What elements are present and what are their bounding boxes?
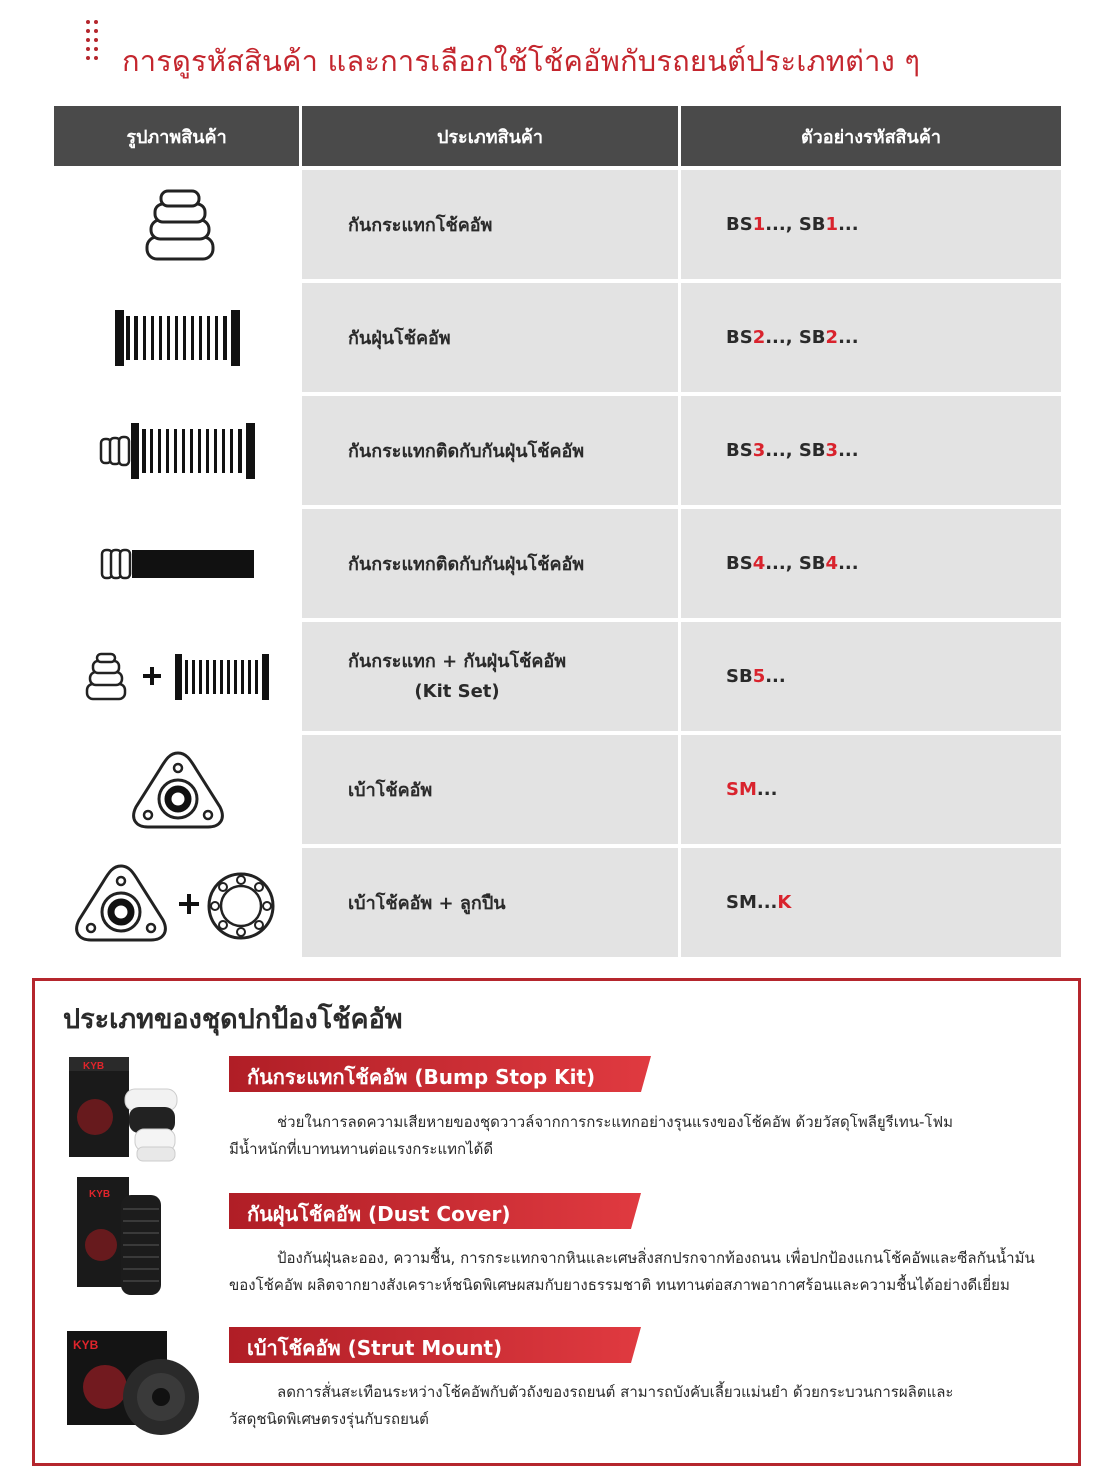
dust-cover-heading: กันฝุ่นโช้คอัพ (Dust Cover) bbox=[247, 1202, 511, 1226]
bump-stop-icon bbox=[133, 185, 223, 265]
dust-cover-description: ป้องกันฝุ่นละออง, ความชื้น, การกระแทกจากหินและเศษสิ่งสกปรกจากท้องถนน เพื่อปกป้องแกนโช้คอัพและซีลกันน้ำมัน ของโช้คอัพ ผลิตจากยางสังเคราะห์ชนิดพิเศษผสมกับยางธรรมชาติ ทนทานต่อสภาพอากาศร้อนและความชื้นได้อย่างดีเยี่ยม bbox=[229, 1249, 1035, 1294]
kit-set-icon bbox=[83, 652, 273, 702]
product-code: SM... bbox=[681, 731, 1061, 844]
strut-mount-description: ลดการสั่นสะเทือนระหว่างโช้คอัพกับตัวถังของรถยนต์ สามารถบังคับเลี้ยวแม่นยำ ด้วยกระบวนการผลิตและ วัสดุชนิดพิเศษตรงรุ่นกับรถยนต์ bbox=[229, 1383, 954, 1428]
product-code: BS2..., SB2... bbox=[681, 279, 1061, 392]
product-type-line2: (Kit Set) bbox=[414, 680, 500, 702]
dust-cover-icon bbox=[113, 308, 243, 368]
product-code: BS4..., SB4... bbox=[681, 505, 1061, 618]
product-type: กันกระแทกโช้คอัพ bbox=[302, 166, 681, 279]
product-type: เบ้าโช้คอัพ + ลูกปืน bbox=[302, 844, 681, 957]
section-title: ประเภทของชุดปกป้องโช้คอัพ bbox=[63, 1004, 403, 1035]
product-image-cell bbox=[54, 392, 302, 505]
bump-stop-description: ช่วยในการลดความเสียหายของชุดวาวล์จากการกระแทกอย่างรุนแรงของโช้คอัพ ด้วยวัสดุโพลียูรีเทน-โฟม มีน้ำหนักที่เบาทนทานต่อแรงกระแทกได้ดี bbox=[229, 1113, 953, 1158]
product-image-cell bbox=[54, 505, 302, 618]
product-type: กันกระแทกติดกับกันฝุ่นโช้คอัพ bbox=[302, 392, 681, 505]
bump-stop-with-dust-cover-icon bbox=[98, 421, 258, 481]
table-row bbox=[54, 505, 1061, 618]
strut-mount-product-image bbox=[65, 1327, 205, 1442]
table-row bbox=[54, 392, 1061, 505]
bump-stop-kit-product-image bbox=[65, 1051, 205, 1166]
column-header-image: รูปภาพสินค้า bbox=[54, 106, 302, 166]
column-header-code: ตัวอย่างรหัสสินค้า bbox=[681, 106, 1061, 166]
product-type-line1: กันกระแทก + กันฝุ่นโช้คอัพ bbox=[348, 650, 567, 672]
strut-mount-with-bearing-icon bbox=[73, 862, 283, 944]
product-image-cell bbox=[54, 844, 302, 957]
bump-stop-heading: กันกระแทกโช้คอัพ (Bump Stop Kit) bbox=[247, 1065, 596, 1089]
product-code: BS3..., SB3... bbox=[681, 392, 1061, 505]
table-row bbox=[54, 166, 1061, 279]
product-image-cell bbox=[54, 618, 302, 731]
product-type: เบ้าโช้คอัพ bbox=[302, 731, 681, 844]
product-code: BS1..., SB1... bbox=[681, 166, 1061, 279]
brand-logo: KYB bbox=[89, 1189, 111, 1200]
strut-mount-heading: เบ้าโช้คอัพ (Strut Mount) bbox=[247, 1336, 503, 1360]
product-image-cell bbox=[54, 166, 302, 279]
product-type: กันฝุ่นโช้คอัพ bbox=[302, 279, 681, 392]
product-type bbox=[302, 618, 681, 731]
dots-decoration-icon bbox=[84, 18, 100, 68]
product-image-cell bbox=[54, 279, 302, 392]
table-row bbox=[54, 844, 1061, 957]
protection-kit-section bbox=[32, 978, 1081, 1466]
brand-logo: KYB bbox=[73, 1338, 99, 1352]
table-header-row bbox=[54, 106, 1061, 166]
bump-stop-with-smooth-cover-icon bbox=[98, 544, 258, 584]
page-title: การดูรหัสสินค้า และการเลือกใช้โช้คอัพกับรถยนต์ประเภทต่าง ๆ bbox=[122, 44, 921, 78]
table-row bbox=[54, 731, 1061, 844]
table-row bbox=[54, 279, 1061, 392]
dust-cover-product-image bbox=[65, 1175, 205, 1300]
product-image-cell bbox=[54, 731, 302, 844]
product-code-table bbox=[54, 106, 1061, 957]
product-code: SB5... bbox=[681, 618, 1061, 731]
page-header bbox=[84, 18, 1064, 88]
product-type: กันกระแทกติดกับกันฝุ่นโช้คอัพ bbox=[302, 505, 681, 618]
product-code: SM...K bbox=[681, 844, 1061, 957]
column-header-type: ประเภทสินค้า bbox=[302, 106, 681, 166]
brand-logo: KYB bbox=[83, 1061, 105, 1072]
strut-mount-icon bbox=[128, 749, 228, 831]
table-row bbox=[54, 618, 1061, 731]
product-type-kit bbox=[348, 647, 566, 707]
